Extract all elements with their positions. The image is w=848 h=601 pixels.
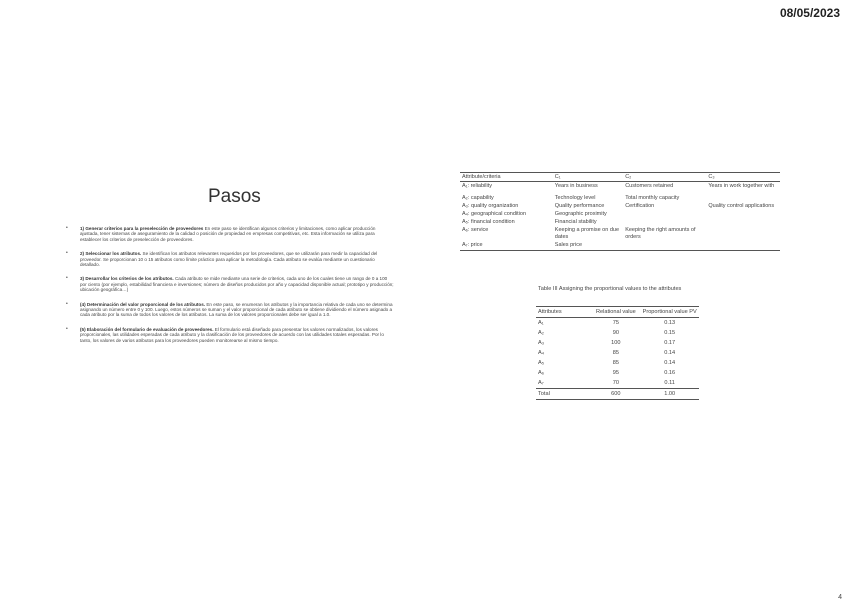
table-cell: Financial stability bbox=[554, 219, 597, 225]
column-header: Relational value bbox=[591, 307, 640, 318]
table-cell: A₂ bbox=[538, 330, 544, 336]
step-item bbox=[66, 327, 394, 343]
table-cell: 85 bbox=[612, 360, 619, 366]
table-row bbox=[536, 358, 699, 368]
table-row bbox=[536, 368, 699, 378]
table-cell: Total monthly capacity bbox=[625, 195, 680, 201]
table-cell: A₆ bbox=[538, 370, 544, 376]
table-cell: 95 bbox=[612, 370, 619, 376]
table-cell bbox=[706, 227, 780, 242]
step-heading: (5) Elaboración del formulario de evaluación de proveedores. bbox=[80, 326, 214, 332]
table-cell: Certification bbox=[625, 203, 655, 209]
column-header: Proportional value PV bbox=[640, 307, 699, 318]
step-heading: 1) Generar criterios para la preselección de proveedores bbox=[80, 226, 204, 231]
bullet-icon: • bbox=[66, 300, 68, 307]
table-cell: A₃ bbox=[538, 340, 545, 346]
step-text: El formulario está diseñado para presentar los valores normalizados, los valores proporcionales, las utilidades esperadas de cada atributo y la clasificación de los proveedores de acuerdo con las utilidades totales esperadas. Por lo tanto, los valores de varios atributos para los proveedores pueden monitorearse al mismo tiempo. bbox=[80, 326, 384, 343]
table-total-row bbox=[536, 389, 699, 400]
bullet-icon: • bbox=[66, 250, 68, 257]
table-row bbox=[460, 227, 780, 242]
table-cell: A₆: service bbox=[462, 227, 489, 233]
step-item bbox=[66, 251, 394, 267]
table-cell: 85 bbox=[612, 350, 619, 356]
table-cell: Technology level bbox=[554, 195, 596, 201]
step-heading: 3) Desarrollar los criterios de los atributos. bbox=[80, 276, 174, 282]
table-cell: A₇ bbox=[538, 380, 544, 386]
step-text: Se identifican los atributos relevantes requeridos por los proveedores, que se utilizarán para medir la capacidad del proveedor. Se proporcionan 10 o 15 atributos como límite práctico para aplicar la metodología. Cada atributo se evalúa mediante un cuestionario detallado. bbox=[80, 251, 378, 268]
table-cell: A₇: price bbox=[460, 242, 553, 251]
table-row bbox=[536, 348, 699, 358]
step-heading: (4) Determinación del valor proporcional de los atributos. bbox=[80, 301, 206, 307]
table-cell: 0.14 bbox=[664, 360, 676, 366]
table-cell: Quality control applications bbox=[708, 203, 775, 209]
bullet-icon: • bbox=[66, 325, 68, 332]
slide-date: 08/05/2023 bbox=[779, 6, 840, 20]
steps-list bbox=[66, 226, 394, 352]
table-cell: A₅ bbox=[538, 360, 544, 366]
table-cell: Years in business bbox=[554, 182, 598, 189]
table-row bbox=[536, 328, 699, 338]
table-row bbox=[460, 203, 780, 211]
table-cell: Customers retained bbox=[625, 182, 674, 189]
step-item bbox=[66, 226, 394, 242]
attributes-criteria-table bbox=[460, 172, 780, 251]
table-cell: 0.17 bbox=[664, 340, 676, 346]
table-cell: A₁ bbox=[538, 320, 544, 326]
table-cell: A₄: geographical condition bbox=[462, 211, 527, 217]
table-cell bbox=[706, 211, 780, 219]
table-cell: 0.14 bbox=[664, 350, 676, 356]
table-cell: A₁: reliability bbox=[462, 182, 492, 189]
table-cell bbox=[623, 211, 706, 219]
table-row bbox=[536, 378, 699, 389]
table-cell bbox=[706, 242, 780, 251]
table-cell: 0.15 bbox=[664, 330, 676, 336]
table-row bbox=[460, 182, 780, 191]
column-header: Attribute/criteria bbox=[460, 173, 553, 182]
table-row bbox=[536, 318, 699, 329]
table-cell: Sales price bbox=[553, 242, 623, 251]
table-cell: 90 bbox=[612, 330, 619, 336]
table-row bbox=[460, 190, 780, 203]
column-header: C₂ bbox=[623, 173, 706, 182]
table-row bbox=[460, 211, 780, 219]
step-item bbox=[66, 276, 394, 292]
table-header-row bbox=[536, 307, 699, 318]
table-cell: 0.13 bbox=[664, 320, 676, 326]
table-cell: A₂: capability bbox=[462, 195, 494, 201]
table-row bbox=[460, 219, 780, 227]
table-cell: 75 bbox=[612, 320, 619, 326]
step-text: En este paso se identifican algunos criterios y limitaciones, como aplicar producción ajustada, tener sistemas de aseguramiento de la calidad o posición de propiedad en empresas competitivas, etc. Esta información se utiliza para establecer los criterios de preselección de proveedores. bbox=[80, 226, 376, 242]
table-cell: Years in work together with bbox=[708, 182, 775, 189]
table-cell: Keeping the right amounts of orders bbox=[625, 227, 696, 240]
step-text: Cada atributo se mide mediante una serie de criterios, cada uno de los cuales tiene un rango de 0 a 100 por ciento (por ejemplo, estabilidad financiera e inversiones; número de diseños producidos por año y capacidad disponible actual; prototipo y producción; ubicación geográfica…) bbox=[80, 276, 394, 293]
table-cell: 0.16 bbox=[664, 370, 676, 376]
step-item bbox=[66, 302, 394, 318]
proportional-values-table bbox=[536, 306, 699, 400]
table-row bbox=[460, 242, 780, 251]
table-cell: Keeping a promise on due dates bbox=[554, 227, 620, 240]
table-cell: A₃: quality organization bbox=[462, 203, 519, 209]
table-cell: A₄ bbox=[538, 350, 545, 356]
table-cell: Geographic proximity bbox=[554, 211, 607, 217]
step-text: En este paso, se enumeran los atributos y la importancia relativa de cada uno se determina asignando un número entre 0 y 100. Luego, estos números se suman y el valor proporcional de cada atributo se obtiene dividiendo el número asignado a cada atributo por la suma de todos los valores de los atributos. La suma de los valores proporcionales debe ser igual a 1.0. bbox=[80, 301, 393, 318]
table-cell bbox=[623, 219, 706, 227]
table-caption: Table III Assigning the proportional values to the attributes bbox=[538, 286, 682, 292]
table-cell bbox=[706, 190, 780, 203]
column-header: Attributes bbox=[536, 307, 591, 318]
table-cell: A₅: financial condition bbox=[462, 219, 515, 225]
slide-title: Pasos bbox=[208, 186, 261, 207]
table-cell: 70 bbox=[612, 380, 619, 386]
table-cell: Total bbox=[536, 389, 591, 400]
step-heading: 2) Seleccionar los atributos. bbox=[80, 251, 142, 257]
table-cell bbox=[706, 219, 780, 227]
table-cell bbox=[623, 242, 706, 251]
column-header: C₁ bbox=[553, 173, 623, 182]
table-row bbox=[536, 338, 699, 348]
bullet-icon: • bbox=[66, 225, 68, 231]
table-cell: 600 bbox=[591, 389, 640, 400]
table-header-row bbox=[460, 173, 780, 182]
page-number: 4 bbox=[838, 594, 842, 601]
table-cell: Quality performance bbox=[554, 203, 605, 209]
bullet-icon: • bbox=[66, 275, 68, 282]
table-cell: 1.00 bbox=[640, 389, 699, 400]
table-cell: 100 bbox=[611, 340, 621, 346]
column-header: C₃ bbox=[706, 173, 780, 182]
table-cell: 0.11 bbox=[664, 380, 675, 386]
